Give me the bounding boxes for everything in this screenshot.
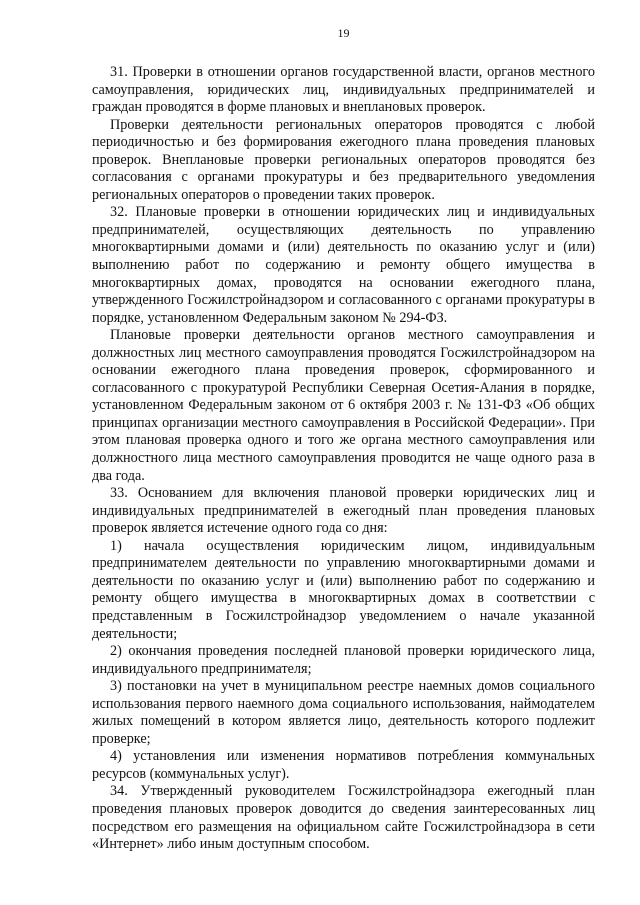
document-body [92,64,595,854]
local-government-inspections-paragraph: Плановые проверки деятельности органов местного самоуправления и должностных лиц местного самоуправления проводятся Госжилстройнадзором на основании ежегодного плана проведения проверок, сформированного и согласованного с прокуратурой Республики Северная Осетия-Алания в порядке, установленном Федеральным законом от 6 октября 2003 г. № 131-ФЗ «Об общих принципах организации местного самоуправления в Российской Федерации». При этом плановая проверка одного и того же органа местного самоуправления или должностного лица местного самоуправления проводится не чаще одного раза в два года. [92,327,595,484]
clause-33-item-2: 2) окончания проведения последней плановой проверки юридического лица, индивидуального предпринимателя; [92,643,595,677]
clause-34-paragraph: 34. Утвержденный руководителем Госжилстройнадзора ежегодный план проведения плановых проверок доводится до сведения заинтересованных лиц посредством его размещения на официальном сайте Госжилстройнадзора в сети «Интернет» либо иным доступным способом. [92,783,595,853]
clause-31-paragraph: 31. Проверки в отношении органов государственной власти, органов местного самоуправления, юридических лиц, индивидуальных предпринимателей и граждан проводятся в форме плановых и внеплановых проверок. [92,64,595,116]
clause-33-item-3: 3) постановки на учет в муниципальном реестре наемных домов социального использования первого наемного дома социального использования, наймодателем жилых помещений в котором является лицо, деятельность которого подлежит проверке; [92,678,595,747]
clause-33-item-1: 1) начала осуществления юридическим лицом, индивидуальным предпринимателем деятельности по управлению многоквартирными домами и деятельности по оказанию услуг и (или) выполнению работ по содержанию и ремонту общего имущества в многоквартирных домах в соответствии с представленным в Госжилстройнадзор уведомлением о начале указанной деятельности; [92,537,595,642]
page-number: 19 [337,26,350,40]
regional-operators-paragraph: Проверки деятельности региональных операторов проводятся с любой периодичностью и без формирования ежегодного плана проведения плановых проверок. Внеплановые проверки региональных операторов проводятся без согласования с органами прокуратуры и без предварительного уведомления региональных операторов о проведении таких проверок. [92,116,595,203]
clause-32-paragraph: 32. Плановые проверки в отношении юридических лиц и индивидуальных предпринимателей, осуществляющих деятельность по управлению многоквартирными домами и (или) деятельность по оказанию услуг и (или) выполнению работ по содержанию и ремонту общего имущества в многоквартирных домах, проводятся на основании ежегодного плана, утвержденного Госжилстройнадзором и согласованного с органами прокуратуры в порядке, установленном Федеральным законом № 294-ФЗ. [92,204,595,326]
clause-33-paragraph: 33. Основанием для включения плановой проверки юридических лиц и индивидуальных предпринимателей в ежегодный план проведения плановых проверок является истечение одного года со дня: [92,485,595,537]
clause-33-item-4: 4) установления или изменения нормативов потребления коммунальных ресурсов (коммунальных услуг). [92,748,595,782]
